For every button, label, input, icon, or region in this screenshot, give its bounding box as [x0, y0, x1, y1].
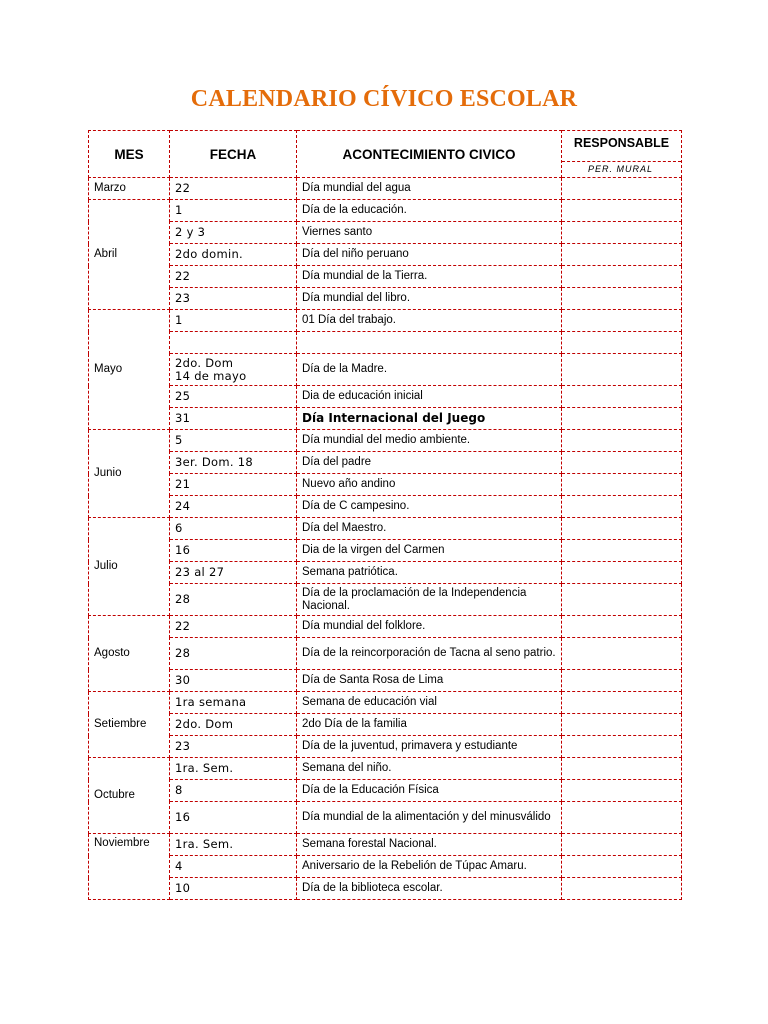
- event-cell: Día mundial del folklore.: [297, 616, 562, 638]
- event-cell: 2do Día de la familia: [297, 714, 562, 736]
- date-cell: 31: [170, 408, 297, 430]
- date-cell: 25: [170, 386, 297, 408]
- date-cell: 1: [170, 200, 297, 222]
- table-header-row: [89, 131, 682, 178]
- responsible-cell: [562, 780, 682, 802]
- event-cell: Semana de educación vial: [297, 692, 562, 714]
- event-cell: Semana forestal Nacional.: [297, 834, 562, 856]
- responsible-cell: [562, 288, 682, 310]
- month-cell: Abril: [89, 200, 170, 310]
- table-row: [89, 670, 682, 692]
- event-cell: Día de la proclamación de la Independencia Nacional.: [297, 584, 562, 616]
- date-cell: 16: [170, 802, 297, 834]
- event-cell: Día del padre: [297, 452, 562, 474]
- date-cell: 1ra. Sem.: [170, 834, 297, 856]
- responsible-cell: [562, 584, 682, 616]
- responsible-cell: [562, 310, 682, 332]
- month-cell: Marzo: [89, 178, 170, 200]
- table-row: [89, 178, 682, 200]
- responsible-cell: [562, 638, 682, 670]
- table-row: [89, 638, 682, 670]
- event-cell: Día de la Madre.: [297, 354, 562, 386]
- table-row: [89, 310, 682, 332]
- responsible-cell: [562, 386, 682, 408]
- date-cell: 28: [170, 638, 297, 670]
- table-row: [89, 834, 682, 856]
- date-cell: 8: [170, 780, 297, 802]
- table-row: [89, 452, 682, 474]
- date-cell: 5: [170, 430, 297, 452]
- responsible-cell: [562, 736, 682, 758]
- event-cell: Día de Santa Rosa de Lima: [297, 670, 562, 692]
- event-cell: Día de la juventud, primavera y estudiante: [297, 736, 562, 758]
- civic-calendar-table: [88, 130, 682, 900]
- event-cell: Día mundial de la Tierra.: [297, 266, 562, 288]
- event-cell: Aniversario de la Rebelión de Túpac Amaru.: [297, 856, 562, 878]
- date-cell: 22: [170, 266, 297, 288]
- table-row: [89, 692, 682, 714]
- header-mes: MES: [89, 131, 170, 178]
- responsible-cell: [562, 878, 682, 900]
- table-row: [89, 518, 682, 540]
- date-cell: 1: [170, 310, 297, 332]
- date-line: 14 de mayo: [175, 368, 247, 383]
- date-cell: 30: [170, 670, 297, 692]
- event-cell: Día mundial del agua: [297, 178, 562, 200]
- event-cell: Día de la Educación Física: [297, 780, 562, 802]
- event-cell: Día mundial de la alimentación y del minusválido: [297, 802, 562, 834]
- date-cell: 24: [170, 496, 297, 518]
- event-cell: Día de la biblioteca escolar.: [297, 878, 562, 900]
- responsible-cell: [562, 670, 682, 692]
- date-cell: 23: [170, 288, 297, 310]
- table-row: [89, 584, 682, 616]
- table-row: [89, 802, 682, 834]
- date-cell: 23: [170, 736, 297, 758]
- responsible-cell: [562, 562, 682, 584]
- date-cell: 2 y 3: [170, 222, 297, 244]
- table-row: [89, 562, 682, 584]
- event-cell: Día de la educación.: [297, 200, 562, 222]
- responsible-cell: [562, 178, 682, 200]
- responsible-cell: [562, 518, 682, 540]
- responsible-cell: [562, 474, 682, 496]
- responsible-cell: [562, 692, 682, 714]
- date-line: 2do. Dom: [175, 355, 234, 370]
- date-cell: 23 al 27: [170, 562, 297, 584]
- event-cell: Día de C campesino.: [297, 496, 562, 518]
- date-cell: 2do domin.: [170, 244, 297, 266]
- header-responsable: [562, 131, 682, 178]
- date-cell: [170, 332, 297, 354]
- event-cell: [297, 332, 562, 354]
- table-row: [89, 736, 682, 758]
- month-cell: Mayo: [89, 310, 170, 430]
- responsible-cell: [562, 354, 682, 386]
- responsible-cell: [562, 714, 682, 736]
- event-cell: Día Internacional del Juego: [297, 408, 562, 430]
- month-cell: Noviembre: [89, 834, 170, 900]
- table-row: [89, 244, 682, 266]
- responsible-cell: [562, 834, 682, 856]
- header-acontecimiento: ACONTECIMIENTO CIVICO: [297, 131, 562, 178]
- table-row: [89, 616, 682, 638]
- event-cell: Día del niño peruano: [297, 244, 562, 266]
- date-cell: 10: [170, 878, 297, 900]
- event-cell: Día mundial del libro.: [297, 288, 562, 310]
- month-cell: Octubre: [89, 758, 170, 834]
- table-row: [89, 430, 682, 452]
- date-cell: 16: [170, 540, 297, 562]
- responsible-cell: [562, 244, 682, 266]
- header-responsable-title: RESPONSABLE: [562, 131, 681, 162]
- table-row: [89, 332, 682, 354]
- date-cell: 3er. Dom. 18: [170, 452, 297, 474]
- table-row: [89, 408, 682, 430]
- responsible-cell: [562, 616, 682, 638]
- responsible-cell: [562, 540, 682, 562]
- responsible-cell: [562, 222, 682, 244]
- table-row: [89, 266, 682, 288]
- event-cell: Día mundial del medio ambiente.: [297, 430, 562, 452]
- table-row: [89, 386, 682, 408]
- event-cell: Viernes santo: [297, 222, 562, 244]
- table-row: [89, 758, 682, 780]
- month-cell: Setiembre: [89, 692, 170, 758]
- event-cell: Día del Maestro.: [297, 518, 562, 540]
- date-cell: 28: [170, 584, 297, 616]
- responsible-cell: [562, 856, 682, 878]
- responsible-cell: [562, 496, 682, 518]
- responsible-cell: [562, 802, 682, 834]
- month-cell: Junio: [89, 430, 170, 518]
- date-cell: 2do. Dom: [170, 714, 297, 736]
- date-cell: 4: [170, 856, 297, 878]
- responsible-cell: [562, 408, 682, 430]
- date-cell: 1ra. Sem.: [170, 758, 297, 780]
- date-cell: 1ra semana: [170, 692, 297, 714]
- responsible-cell: [562, 758, 682, 780]
- event-cell: Nuevo año andino: [297, 474, 562, 496]
- event-cell: 01 Día del trabajo.: [297, 310, 562, 332]
- table-row: [89, 714, 682, 736]
- month-cell: Agosto: [89, 616, 170, 692]
- table-row: [89, 780, 682, 802]
- responsible-cell: [562, 452, 682, 474]
- responsible-cell: [562, 266, 682, 288]
- date-cell: 22: [170, 616, 297, 638]
- event-cell: Dia de educación inicial: [297, 386, 562, 408]
- table-row: [89, 354, 682, 386]
- event-cell: Semana patriótica.: [297, 562, 562, 584]
- header-fecha: FECHA: [170, 131, 297, 178]
- table-row: [89, 222, 682, 244]
- date-cell: 21: [170, 474, 297, 496]
- table-row: [89, 856, 682, 878]
- table-row: [89, 496, 682, 518]
- responsible-cell: [562, 430, 682, 452]
- date-cell: 6: [170, 518, 297, 540]
- table-row: [89, 200, 682, 222]
- table-row: [89, 474, 682, 496]
- date-cell: 22: [170, 178, 297, 200]
- event-cell: Semana del niño.: [297, 758, 562, 780]
- date-cell: [170, 354, 297, 386]
- header-responsable-sub: PER. MURAL: [588, 164, 654, 174]
- month-cell: Julio: [89, 518, 170, 616]
- table-row: [89, 288, 682, 310]
- responsible-cell: [562, 332, 682, 354]
- page-title: CALENDARIO CÍVICO ESCOLAR: [190, 86, 578, 112]
- event-cell: Dia de la virgen del Carmen: [297, 540, 562, 562]
- responsible-cell: [562, 200, 682, 222]
- table-row: [89, 878, 682, 900]
- table-row: [89, 540, 682, 562]
- event-cell: Día de la reincorporación de Tacna al seno patrio.: [297, 638, 562, 670]
